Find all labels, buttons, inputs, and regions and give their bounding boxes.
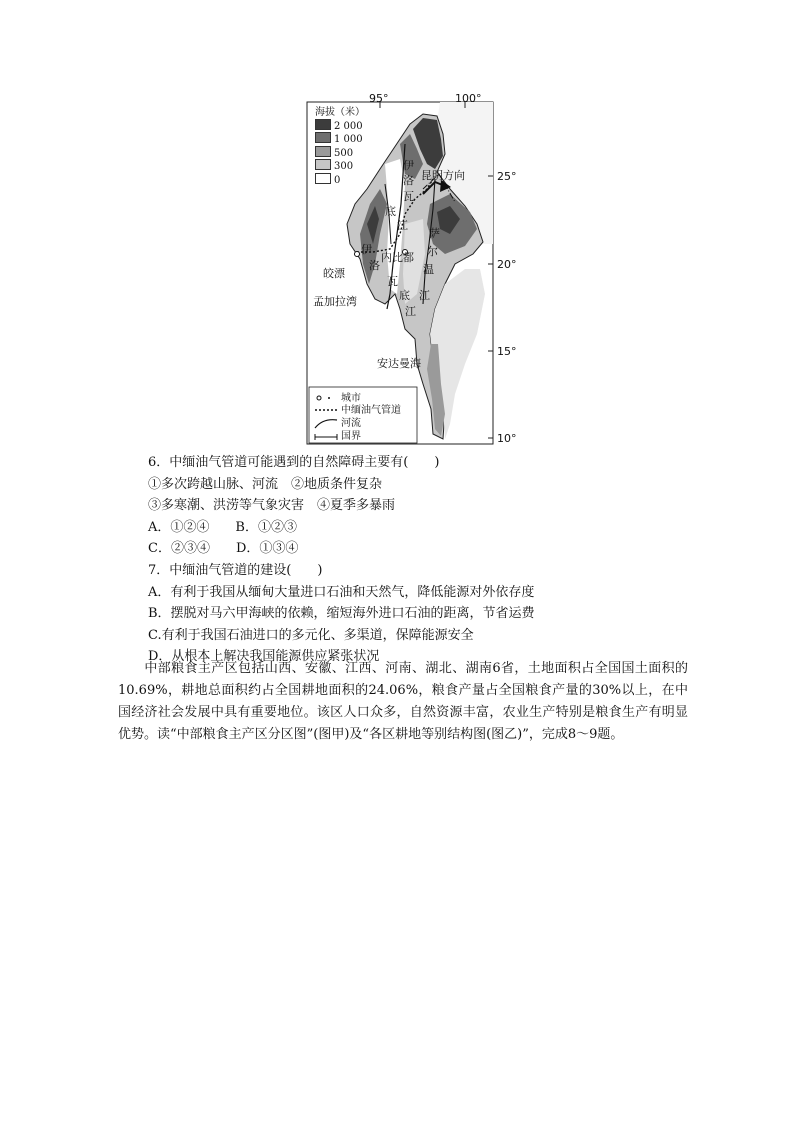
elevation-legend (315, 108, 365, 186)
label-river-char: 萨 (429, 227, 440, 240)
label-river-char: 瓦 (403, 190, 414, 203)
legend-item: 500 (315, 146, 365, 160)
label-andaman-sea: 安达曼海 (377, 357, 421, 370)
question-7: 7．中缅油气管道的建设( ) (148, 562, 323, 578)
label-river-char: 洛 (369, 259, 380, 272)
lat-label-10: 10° (497, 432, 517, 445)
legend-title: 海拔（米） (315, 107, 365, 118)
legend-swatch (315, 119, 331, 130)
key-label-city: 城市 (341, 393, 361, 404)
label-naypyidaw: 内比都 (381, 251, 414, 264)
label-kunming-direction: 昆明方向 (421, 169, 465, 182)
label-river-char: 江 (397, 219, 408, 232)
legend-swatch (315, 146, 331, 157)
myanmar-elevation-map (305, 92, 517, 446)
lon-label-95: 95° (369, 92, 389, 105)
legend-item: 1 000 (315, 132, 365, 146)
question-7-option-a: A．有利于我国从缅甸大量进口石油和天然气，降低能源对外依存度 (148, 584, 535, 600)
questions-block (148, 452, 688, 668)
question-7-option-d: D．从根本上解决我国能源供应紧张状况 (148, 649, 380, 665)
lon-label-100: 100° (455, 92, 482, 105)
label-river-char: 温 (423, 263, 434, 276)
key-label-border: 国界 (341, 431, 361, 442)
label-river-char: 江 (405, 305, 416, 318)
question-6-options-ab: A．①②④ B．①②③ (148, 519, 297, 535)
question-7-option-b: B．摆脱对马六甲海峡的依赖，缩短海外进口石油的距离，节省运费 (148, 606, 535, 622)
question-6-statements-1: ①多次跨越山脉、河流 ②地质条件复杂 (148, 476, 383, 492)
lat-label-25: 25° (497, 170, 517, 183)
legend-swatch (315, 132, 331, 143)
paragraph-text: 中部粮食主产区包括山西、安徽、江西、河南、湖北、湖南6省，土地面积占全国国土面积的10.69%，耕地总面积约占全国耕地面积的24.06%，粮食产量占全国粮食产量的30%以上，在中国经济社会发展中具有重要地位。该区人口众多，自然资源丰富，农业生产特别是粮食生产有明显优势。读“中部粮食主产区分区图”(图甲)及“各区耕地等别结构图(图乙)”，完成8～9题。 (118, 661, 688, 742)
legend-swatch (315, 159, 331, 170)
lat-label-15: 15° (497, 345, 517, 358)
key-label-river: 河流 (341, 418, 361, 429)
question-7-option-c: C.有利于我国石油进口的多元化、多渠道，保障能源安全 (148, 627, 474, 643)
label-river-char: 洛 (403, 174, 414, 187)
lat-label-20: 20° (497, 258, 517, 271)
legend-swatch (315, 173, 331, 184)
city-kyaukpyu-marker (355, 252, 360, 257)
label-river-char: 尔 (427, 245, 438, 258)
context-paragraph (118, 658, 688, 746)
label-bay-of-bengal: 孟加拉湾 (313, 295, 357, 308)
label-river-char: 底 (385, 205, 396, 218)
label-river-char: 江 (419, 289, 430, 302)
question-6-options-cd: C．②③④ D．①③④ (148, 541, 299, 557)
label-river-char: 底 (399, 289, 410, 302)
legend-item: 2 000 (315, 119, 365, 133)
label-river-char: 伊 (361, 243, 372, 256)
key-label-pipeline: 中缅油气管道 (341, 405, 401, 416)
question-6-statements-2: ③多寒潮、洪涝等气象灾害 ④夏季多暴雨 (148, 498, 396, 514)
label-river-char: 伊 (403, 159, 414, 172)
label-kyaukpyu: 皎漂 (323, 267, 345, 280)
question-6: 6．中缅油气管道可能遇到的自然障碍主要有( ) (148, 455, 440, 470)
legend-item: 0 (315, 173, 365, 187)
label-river-char: 瓦 (387, 275, 398, 288)
legend-item: 300 (315, 159, 365, 173)
